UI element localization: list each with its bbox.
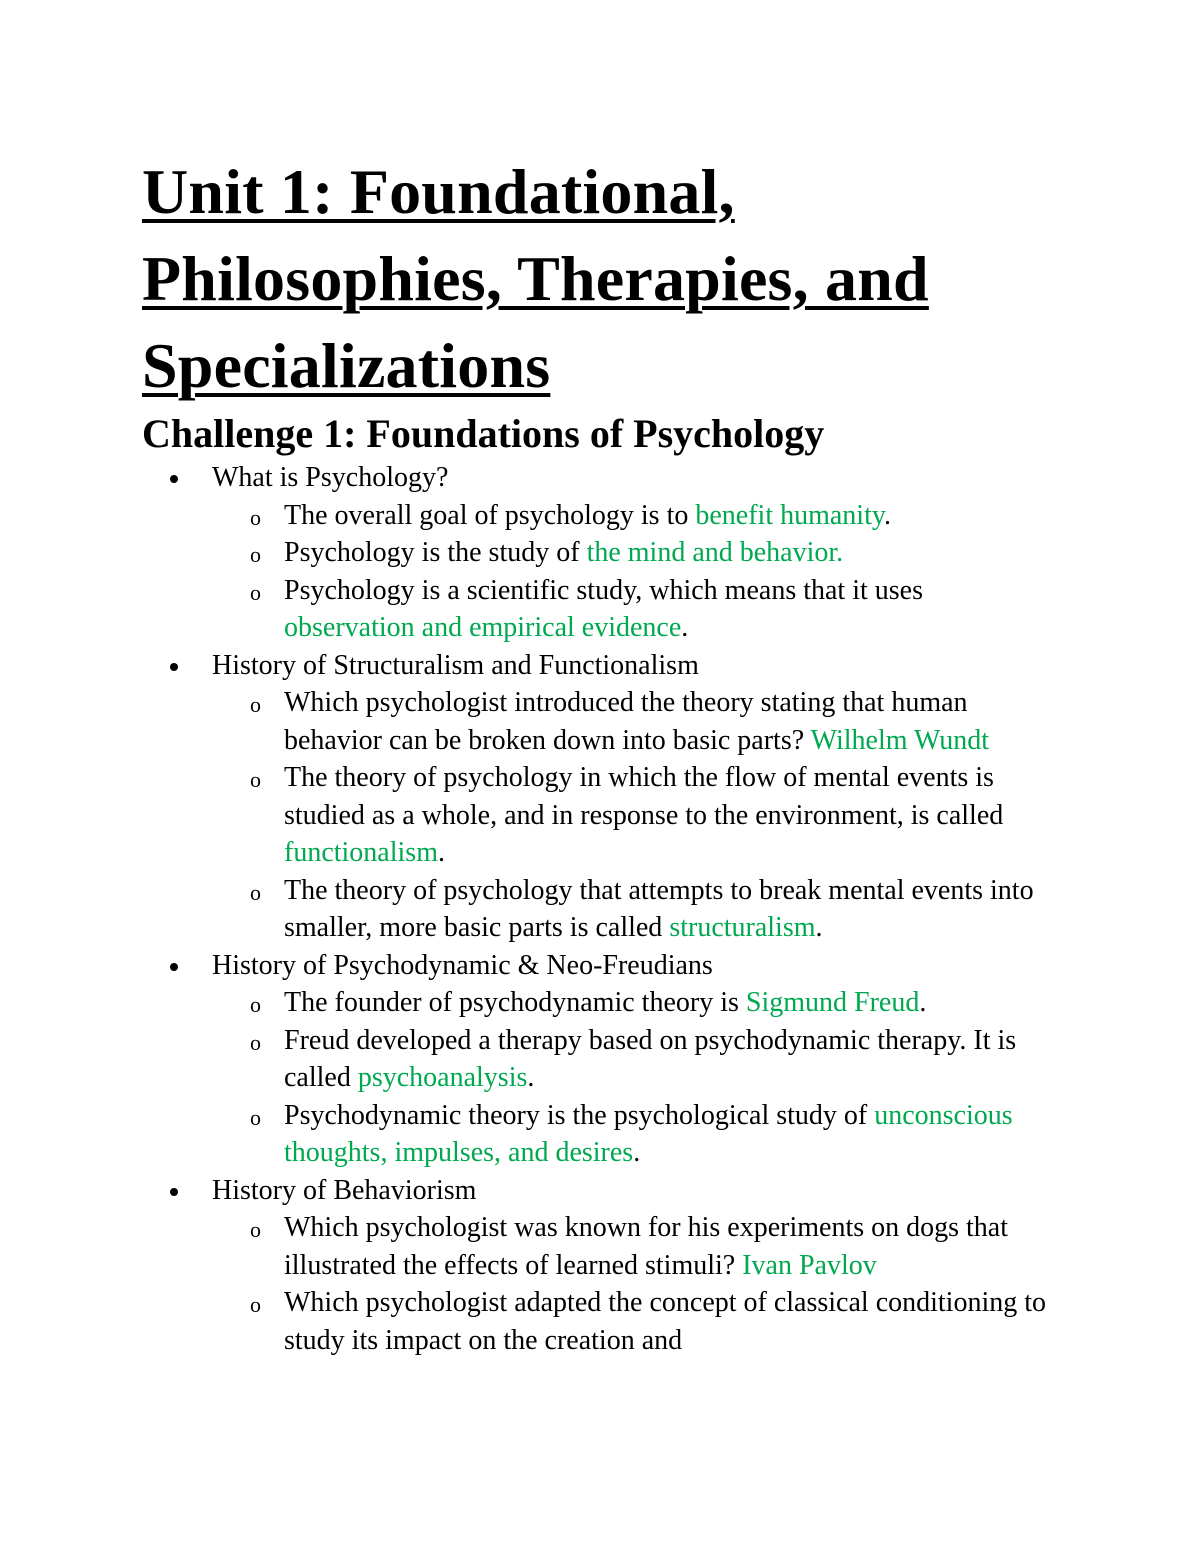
title-line-3: Specializations (142, 330, 551, 401)
circle-bullet-icon: o (250, 767, 261, 792)
bullet-icon (170, 963, 178, 971)
section-subtitle: Challenge 1: Foundations of Psychology (142, 411, 825, 456)
list-item (250, 534, 1054, 572)
sub-list (212, 497, 1072, 647)
item-suffix: . (884, 499, 892, 531)
answer-text: psychoanalysis (357, 1062, 528, 1093)
item-text: Which psychologist adapted the concept of classical conditioning to study its impact on the creation and (284, 1287, 1047, 1356)
item-suffix: . (815, 912, 823, 943)
section-heading: History of Psychodynamic & Neo-Freudians (212, 949, 713, 981)
item-suffix: . (633, 1137, 641, 1168)
item-text: The theory of psychology in which the flow of mental events is studied as a whole, and in response to the environment, is called (284, 762, 1004, 831)
list-item (250, 572, 1054, 647)
circle-bullet-icon: o (250, 504, 261, 530)
item-suffix: . (437, 837, 445, 868)
circle-bullet-icon: o (250, 1029, 261, 1055)
item-text: Freud developed a therapy based on psychodynamic therapy. It is called (284, 1024, 1017, 1093)
list-item (250, 1284, 1054, 1359)
sub-list (212, 684, 1072, 947)
item-text: Which psychologist introduced the theory stating that human behavior can be broken down into basic parts? (284, 687, 968, 756)
outline-section (142, 647, 1072, 947)
answer-text: observation and empirical evidence (284, 612, 682, 643)
item-text: The founder of psychodynamic theory is (284, 987, 746, 1018)
item-text: Psychodynamic theory is the psychological study of (284, 1099, 875, 1131)
section-heading: What is Psychology? (212, 462, 449, 493)
list-item (250, 759, 1054, 872)
answer-text: benefit humanity (695, 499, 885, 531)
answer-text: structuralism (669, 912, 816, 943)
bullet-icon (170, 1188, 178, 1196)
circle-bullet-icon: o (250, 579, 261, 605)
list-item (250, 1022, 1054, 1097)
answer-text: Ivan Pavlov (742, 1249, 877, 1281)
title-line-1: Unit 1: Foundational, (142, 156, 735, 227)
outline-list (142, 459, 1072, 1359)
answer-text: Sigmund Freud (745, 987, 920, 1018)
circle-bullet-icon: o (250, 992, 261, 1017)
section-heading: History of Structuralism and Functionalism (212, 649, 699, 681)
item-text: Psychology is a scientific study, which means that it uses (284, 574, 923, 606)
circle-bullet-icon: o (250, 1104, 261, 1130)
bullet-icon (170, 663, 178, 671)
answer-text: Wilhelm Wundt (810, 724, 990, 756)
item-text: The overall goal of psychology is to (284, 499, 696, 531)
list-item (250, 684, 1054, 759)
title-line-2: Philosophies, Therapies, and (142, 243, 929, 314)
sub-list (212, 1209, 1072, 1359)
outline-section (142, 459, 1072, 647)
list-item (250, 984, 1054, 1022)
list-item (250, 872, 1054, 947)
list-item (250, 497, 1054, 535)
item-text: Psychology is the study of (284, 537, 587, 568)
section-heading: History of Behaviorism (212, 1174, 477, 1206)
item-suffix: . (681, 612, 689, 643)
item-suffix: . (527, 1062, 535, 1093)
item-text: The theory of psychology that attempts to break mental events into smaller, more basic parts is called (284, 874, 1034, 943)
item-text: Which psychologist was known for his experiments on dogs that illustrated the effects of learned stimuli? (284, 1212, 1009, 1281)
list-item (250, 1097, 1054, 1172)
outline-section (142, 1172, 1072, 1360)
page-title (142, 148, 1072, 409)
answer-text: unconscious thoughts, impulses, and desires (284, 1099, 1013, 1168)
answer-text: functionalism (284, 837, 438, 868)
sub-list (212, 984, 1072, 1172)
document-page (142, 148, 1072, 1359)
circle-bullet-icon: o (250, 692, 261, 717)
circle-bullet-icon: o (250, 1292, 261, 1317)
circle-bullet-icon: o (250, 1217, 261, 1242)
circle-bullet-icon: o (250, 879, 261, 905)
answer-text: the mind and behavior. (586, 537, 844, 568)
circle-bullet-icon: o (250, 542, 261, 567)
outline-section (142, 947, 1072, 1172)
bullet-icon (170, 475, 178, 483)
item-suffix: . (919, 987, 927, 1018)
list-item (250, 1209, 1054, 1284)
